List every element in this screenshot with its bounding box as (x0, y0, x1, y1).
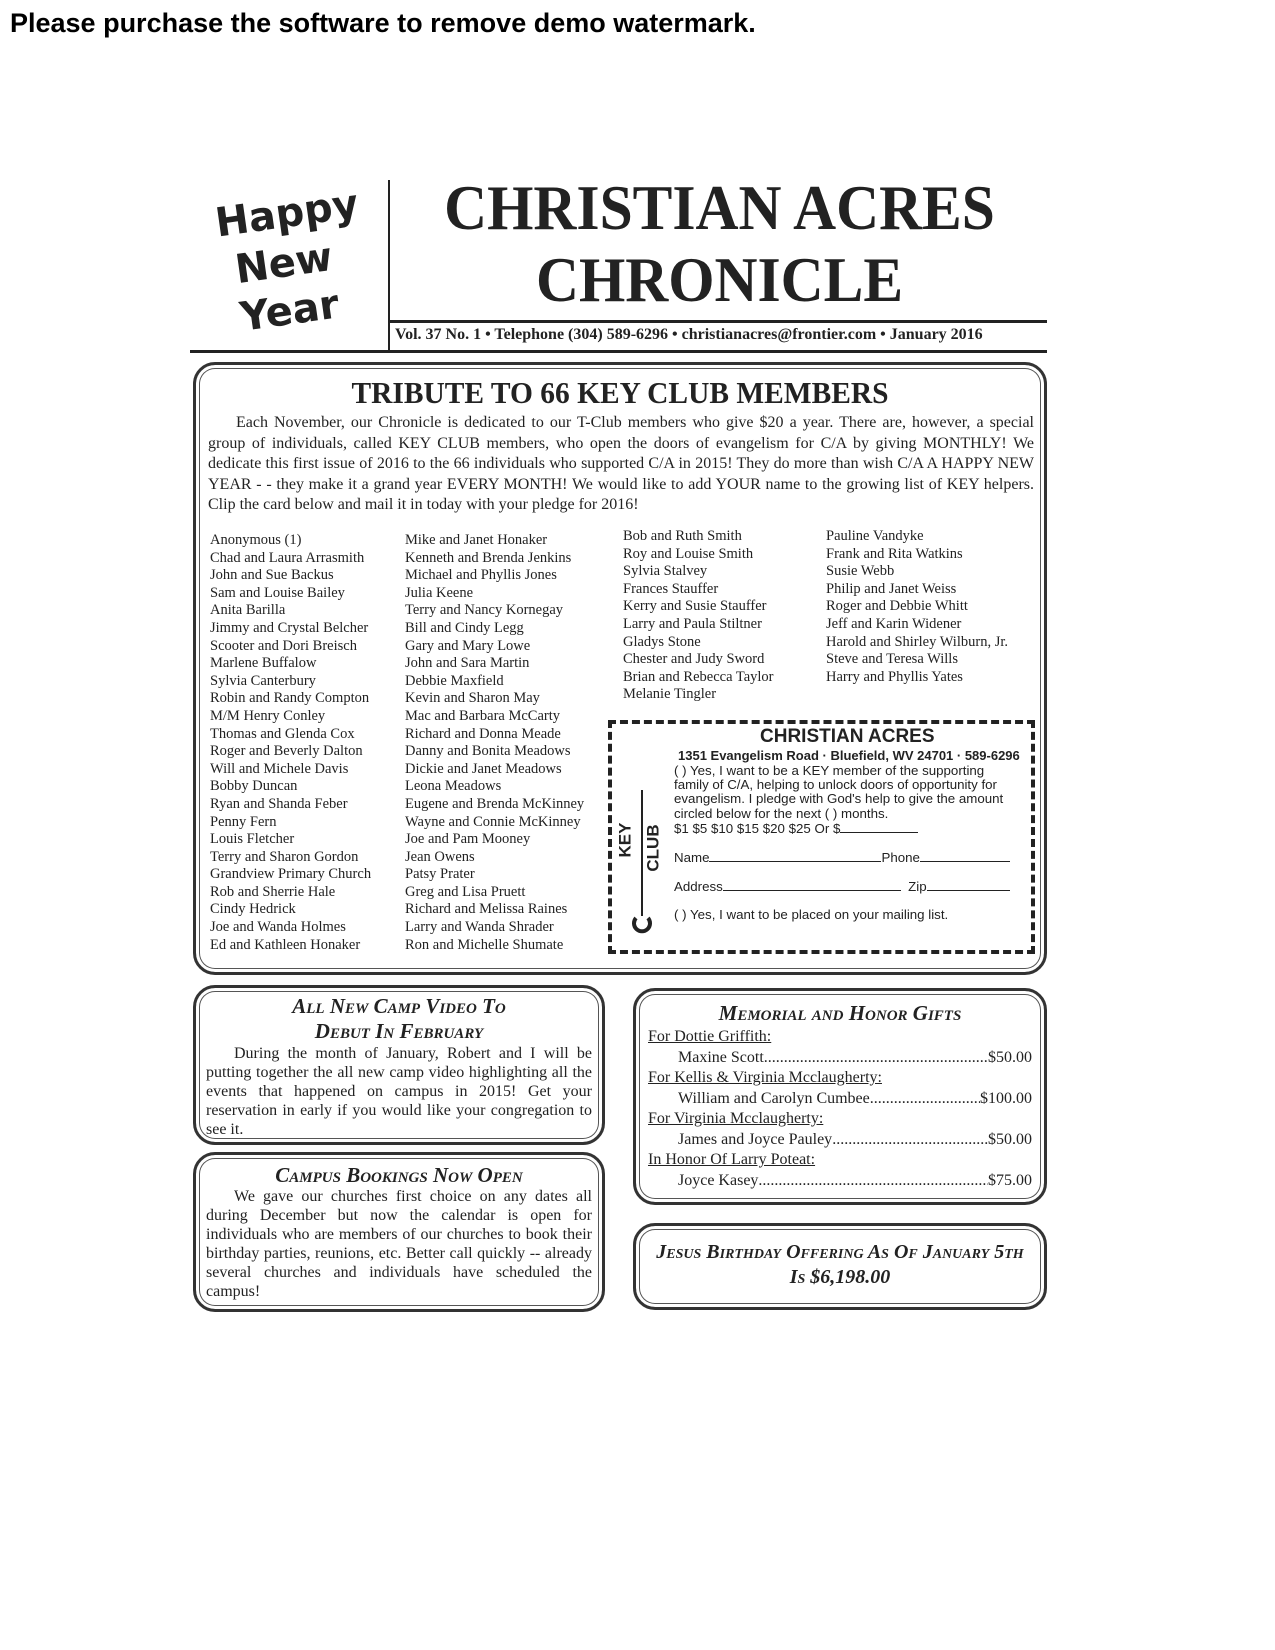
memorial-row (648, 1130, 1032, 1151)
member-name: Harry and Phyllis Yates (826, 668, 963, 685)
member-name: Greg and Lisa Pruett (405, 883, 526, 900)
coupon-title: CHRISTIAN ACRES (760, 726, 935, 747)
member-name: Anita Barilla (210, 602, 286, 619)
member-name: Gladys Stone (623, 633, 701, 650)
donor-name: William and Carolyn Cumbee (678, 1089, 870, 1107)
donor-name: Joyce Kasey (678, 1171, 759, 1189)
demo-watermark: Please purchase the software to remove demo watermark. (10, 8, 756, 38)
happy-new-year-greeting (205, 180, 362, 341)
member-name: Michael and Phyllis Jones (405, 567, 557, 584)
member-name: Bob and Ruth Smith (623, 528, 742, 544)
member-name: Joe and Wanda Holmes (210, 919, 346, 936)
video-title-line-1: All New Camp Video To (292, 994, 506, 1018)
member-column-3 (623, 528, 774, 704)
coupon-address: 1351 Evangelism Road · Bluefield, WV 24701 · 589-6296 (678, 748, 1020, 763)
member-name: Thomas and Glenda Cox (210, 725, 355, 742)
member-name: Jimmy and Crystal Belcher (210, 619, 369, 636)
masthead-divider (388, 180, 390, 352)
member-name: Robin and Randy Compton (210, 690, 370, 707)
member-name: Roy and Louise Smith (623, 545, 754, 562)
member-name: Sylvia Canterbury (210, 672, 316, 689)
member-name: Terry and Sharon Gordon (210, 848, 359, 865)
member-name: Cindy Hedrick (210, 901, 296, 918)
bookings-title: Campus Bookings Now Open (275, 1163, 523, 1187)
member-name: Kerry and Susie Stauffer (623, 598, 767, 615)
title-line-1: CHRISTIAN ACRES (444, 172, 995, 243)
member-name: Harold and Shirley Wilburn, Jr. (826, 633, 1008, 650)
bookings-body: We gave our churches first choice on any dates all during December but now the calendar is open for individuals who are members of our churches to book their birthday parties, reunions, etc. Better call quickly -- already several churches and individuals have scheduled the campus! (206, 1188, 592, 1300)
pledge-statement[interactable]: ( ) Yes, I want to be a KEY member of the supporting family of C/A, helping to unlock doors of opportunity for evangelism. I pledge with God's help to give the amount circled below for the next ( ) months. (674, 763, 1004, 821)
member-column-1 (210, 532, 371, 954)
memorial-entries (648, 1027, 1032, 1191)
gift-amount: $75.00 (988, 1171, 1032, 1189)
memorial-heading: For Virginia Mcclaugherty: (648, 1110, 824, 1127)
offering-amount: Is $6,198.00 (789, 1266, 891, 1288)
member-name: Roger and Beverly Dalton (210, 743, 363, 760)
member-name: Frances Stauffer (623, 580, 719, 597)
member-name: Grandview Primary Church (210, 866, 372, 883)
member-name: Philip and Janet Weiss (826, 580, 957, 597)
member-name: Will and Michele Davis (210, 760, 349, 777)
donor-name: James and Joyce Pauley (678, 1130, 833, 1148)
member-name: Steve and Teresa Wills (826, 651, 958, 668)
member-name: Ryan and Shanda Feber (210, 795, 348, 812)
member-name: Patsy Prater (405, 866, 475, 883)
video-title-line-2: Debut In February (314, 1019, 484, 1043)
member-name: Sam and Louise Bailey (210, 584, 345, 601)
phone-field[interactable] (920, 850, 1010, 862)
member-name: Danny and Bonita Meadows (405, 743, 571, 760)
memorial-heading: For Dottie Griffith: (648, 1028, 772, 1045)
gift-amount: $50.00 (988, 1130, 1032, 1148)
member-name: John and Sara Martin (405, 655, 530, 672)
member-name: Mac and Barbara McCarty (405, 707, 561, 724)
member-name: Marlene Buffalow (210, 655, 317, 672)
greeting-word: Happy (212, 180, 362, 247)
member-name: Kenneth and Brenda Jenkins (405, 549, 572, 566)
member-name: Debbie Maxfield (405, 672, 504, 689)
member-name: Louis Fletcher (210, 831, 295, 848)
member-name: Susie Webb (826, 563, 895, 580)
member-name: Rob and Sherrie Hale (210, 883, 336, 900)
member-name: Jean Owens (405, 848, 475, 865)
masthead-rule (190, 350, 1047, 353)
member-name: Ed and Kathleen Honaker (210, 936, 361, 953)
member-name: Leona Meadows (405, 778, 502, 795)
member-name: Anonymous (1) (210, 532, 302, 548)
key-label: KEY (615, 822, 635, 858)
gift-amount: $50.00 (988, 1048, 1032, 1066)
member-name: Gary and Mary Lowe (405, 637, 531, 654)
zip-field[interactable] (927, 879, 1010, 891)
member-name: Wayne and Connie McKinney (405, 813, 581, 830)
memorial-gifts-box (633, 988, 1047, 1205)
member-name: John and Sue Backus (210, 567, 334, 584)
name-field[interactable] (709, 850, 881, 862)
address-label: Address (674, 879, 723, 895)
member-name: Frank and Rita Watkins (826, 545, 963, 562)
member-name: Richard and Melissa Raines (405, 901, 568, 918)
member-column-4 (826, 528, 1008, 686)
greeting-word: Year (237, 281, 342, 341)
member-column-2 (405, 532, 584, 954)
address-field[interactable] (723, 879, 901, 891)
member-name: Melanie Tingler (623, 686, 717, 703)
key-club-logo (610, 790, 670, 940)
zip-label: Zip (908, 879, 927, 895)
masthead-rule (390, 320, 1047, 323)
member-name: Pauline Vandyke (826, 528, 924, 544)
memorial-row (648, 1089, 1032, 1110)
greeting-word: New (232, 233, 336, 294)
campus-bookings-box (193, 1152, 605, 1312)
other-amount-field[interactable] (840, 821, 918, 833)
donor-name: Maxine Scott (678, 1048, 764, 1066)
member-name: Richard and Donna Meade (405, 725, 561, 742)
newsletter-title (415, 172, 1024, 316)
title-line-2: CHRONICLE (535, 244, 904, 315)
memorial-row (648, 1048, 1032, 1069)
tribute-title: TRIBUTE TO 66 KEY CLUB MEMBERS (351, 375, 889, 410)
member-name: M/M Henry Conley (210, 707, 326, 724)
memorial-row (648, 1171, 1032, 1192)
camp-video-box (193, 985, 605, 1145)
club-label: CLUB (643, 824, 663, 872)
coupon-pledge-text (674, 764, 1019, 923)
member-name: Dickie and Janet Meadows (405, 760, 562, 777)
member-name: Bobby Duncan (210, 778, 298, 795)
member-name: Penny Fern (210, 813, 277, 830)
mailing-list-option[interactable]: ( ) Yes, I want to be placed on your mailing list. (674, 907, 949, 923)
member-name: Scooter and Dori Breisch (210, 637, 357, 654)
pledge-amounts[interactable]: $1 $5 $10 $15 $20 $25 Or $ (674, 820, 841, 836)
member-name: Mike and Janet Honaker (405, 532, 548, 548)
issue-info: Vol. 37 No. 1 • Telephone (304) 589-6296 • christianacres@frontier.com • January 2016 (395, 326, 983, 343)
member-name: Chester and Judy Sword (623, 651, 765, 668)
member-name: Joe and Pam Mooney (405, 831, 531, 848)
tribute-body: Each November, our Chronicle is dedicated to our T-Club members who give $20 a year. There are, however, a special group of individuals, called KEY CLUB members, who open the doors of evangelism for C/A by giving MONTHLY! We dedicate this first issue of 2016 to the 66 individuals who supported C/A in 2015! They do more than wish C/A A HAPPY NEW YEAR - - they make it a grand year EVERY MONTH! We would like to add YOUR name to the growing list of KEY helpers. Clip the card below and mail it in today with your pledge for 2016! (208, 414, 1034, 513)
member-name: Kevin and Sharon May (405, 690, 540, 707)
memorial-heading: For Kellis & Virginia Mcclaugherty: (648, 1069, 882, 1086)
gift-amount: $100.00 (980, 1089, 1032, 1107)
offering-box (633, 1223, 1047, 1310)
member-name: Ron and Michelle Shumate (405, 936, 564, 953)
member-name: Chad and Laura Arrasmith (210, 549, 365, 566)
member-name: Larry and Wanda Shrader (405, 919, 554, 936)
member-name: Jeff and Karin Widener (826, 615, 962, 632)
member-name: Bill and Cindy Legg (405, 619, 524, 636)
video-body: During the month of January, Robert and I will be putting together the all new camp video highlighting all the events that happened on campus in 2015! Get your reservation in early if you would like your congregation to see it. (206, 1045, 592, 1138)
offering-heading: Jesus Birthday Offering As Of January 5th (656, 1241, 1024, 1263)
member-name: Sylvia Stalvey (623, 563, 708, 580)
name-label: Name (674, 850, 710, 866)
member-name: Roger and Debbie Whitt (826, 598, 968, 615)
member-name: Eugene and Brenda McKinney (405, 795, 585, 812)
memorial-title: Memorial and Honor Gifts (718, 1001, 962, 1025)
memorial-heading: In Honor Of Larry Poteat: (648, 1151, 816, 1168)
member-name: Larry and Paula Stiltner (623, 615, 762, 632)
member-name: Julia Keene (405, 584, 474, 601)
member-name: Terry and Nancy Kornegay (405, 602, 564, 619)
member-name: Brian and Rebecca Taylor (623, 668, 774, 685)
phone-label: Phone (881, 850, 920, 866)
